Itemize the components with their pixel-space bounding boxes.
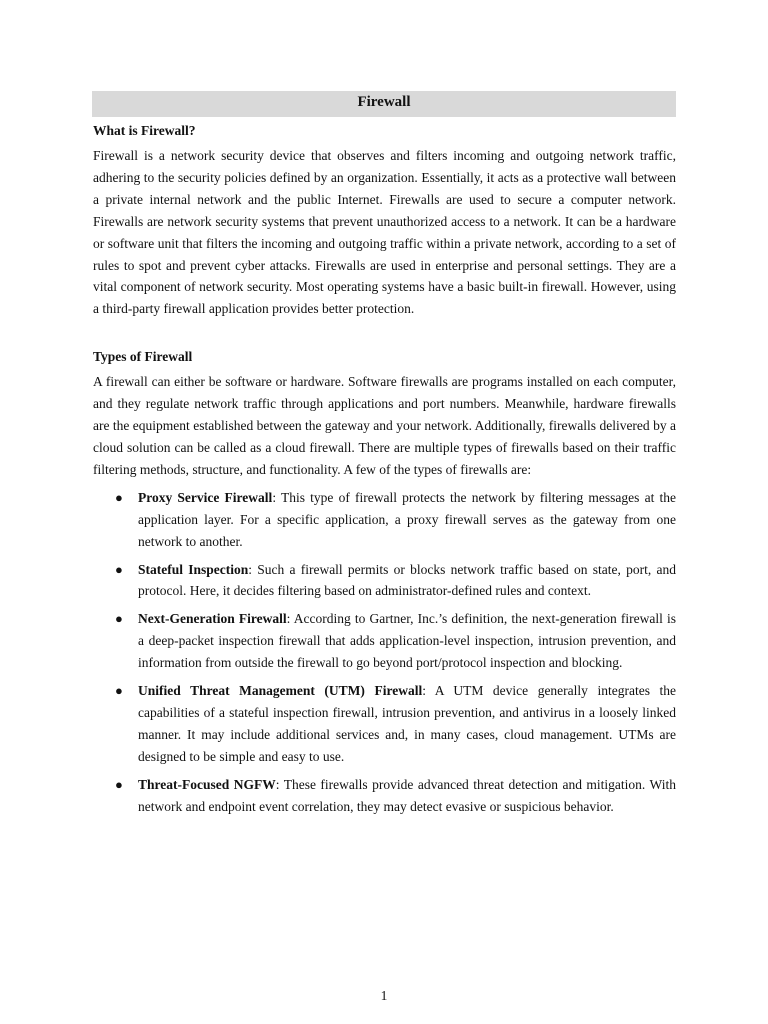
bullet-icon: ● — [115, 683, 123, 699]
paragraph-types-of-firewall: A firewall can either be software or hardware. Software firewalls are programs installed on each computer, and they regulate network traffic through applications and port numbers. Meanwhile, hardware firewalls are the equipment established between the gateway and your network. Additionally, firewalls delivered by a cloud solution can be called as a cloud firewall. There are multiple types of firewalls based on their traffic filtering methods, structure, and functionality. A few of the types of firewalls are: — [93, 374, 676, 477]
list-item — [92, 774, 676, 818]
list-item-term: Unified Threat Management (UTM) Firewall — [138, 683, 423, 699]
bullet-icon: ● — [115, 561, 123, 577]
section-heading-types-of-firewall: Types of Firewall — [93, 349, 193, 365]
list-item-text: : According to Gartner, Inc.’s definition, the next-generation firewall is a deep-packet inspection firewall that adds application-level inspection, intrusion prevention, and information from outside the firewall to go beyond port/protocol inspection and blocking. — [138, 611, 676, 671]
list-item-text: : Such a firewall permits or blocks network traffic based on state, port, and protocol. Here, it decides filtering based on administrator-defined rules and context. — [138, 561, 676, 599]
list-item-term: Proxy Service Firewall — [138, 489, 273, 505]
document-page — [92, 91, 676, 823]
list-item-term: Stateful Inspection — [138, 561, 249, 577]
list-item-term: Next-Generation Firewall — [138, 611, 287, 627]
list-item-text: : A UTM device generally integrates the capabilities of a stateful inspection firewall, intrusion prevention, and antivirus in a loosely linked manner. It may include additional services and, in many cases, cloud management. UTMs are designed to be simple and easy to use. — [138, 683, 677, 764]
bullet-icon: ● — [115, 776, 123, 792]
firewall-types-list — [92, 487, 676, 818]
list-item-term: Threat-Focused NGFW — [138, 776, 276, 792]
section-heading-what-is-firewall: What is Firewall? — [93, 123, 196, 138]
document-title: Firewall — [92, 91, 676, 117]
list-item — [92, 680, 676, 768]
list-item-text: : This type of firewall protects the network by filtering messages at the application layer. For a specific application, a proxy firewall serves as the gateway from one network to another. — [138, 489, 676, 549]
list-item — [92, 608, 676, 674]
bullet-icon: ● — [115, 611, 123, 627]
list-item — [92, 559, 676, 603]
page-number: 1 — [380, 988, 388, 1003]
bullet-icon: ● — [115, 489, 123, 505]
list-item-text: : These firewalls provide advanced threat detection and mitigation. With network and endpoint event correlation, they may detect evasive or suspicious behavior. — [138, 776, 676, 814]
list-item — [92, 487, 676, 553]
paragraph-what-is-firewall: Firewall is a network security device that observes and filters incoming and outgoing network traffic, adhering to the security policies defined by an organization. Essentially, it acts as a protective wall between a private internal network and the public Internet. Firewalls are used to secure a computer network. Firewalls are network security systems that prevent unauthorized access to a network. It can be a hardware or software unit that filters the incoming and outgoing traffic within a private network, according to a set of rules to spot and prevent cyber attacks. Firewalls are used in enterprise and personal settings. They are a vital component of network security. Most operating systems have a basic built-in firewall. However, using a third-party firewall application provides better protection. — [93, 148, 676, 317]
